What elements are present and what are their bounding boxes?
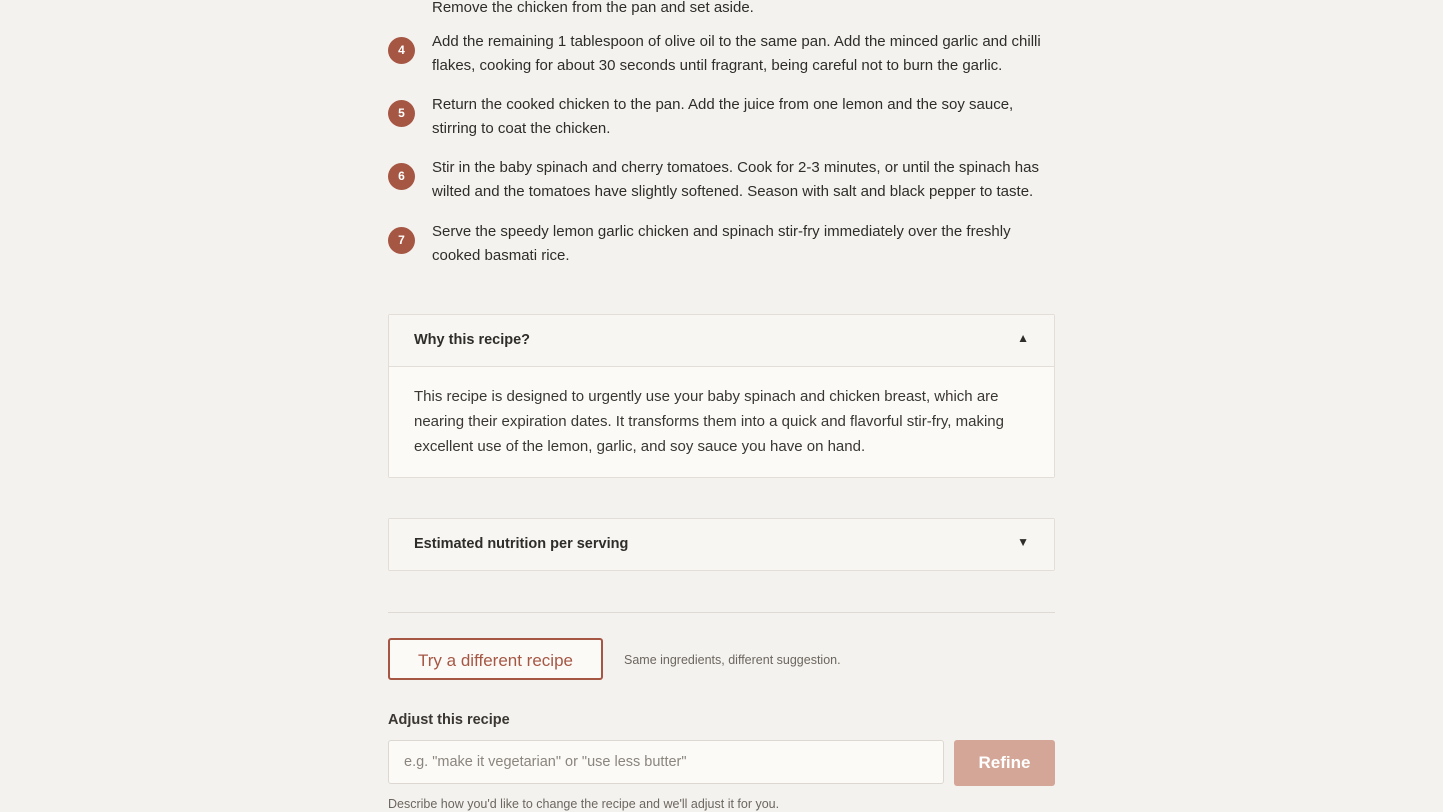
refine-button[interactable]: Refine xyxy=(954,740,1055,786)
section-divider xyxy=(388,612,1055,613)
try-different-hint: Same ingredients, different suggestion. xyxy=(624,653,841,667)
step-number-badge: 4 xyxy=(388,37,415,64)
step-number-badge: 5 xyxy=(388,100,415,127)
step-text: Serve the speedy lemon garlic chicken and spinach stir-fry immediately over the freshly cooked basmati rice. xyxy=(432,223,1011,264)
nutrition-title: Estimated nutrition per serving xyxy=(414,536,629,552)
expand-arrow-icon: ▼ xyxy=(1017,535,1029,549)
step-text: Return the cooked chicken to the pan. Add the juice from one lemon and the soy sauce, stirring to coat the chicken. xyxy=(432,96,1014,137)
step-number-badge: 7 xyxy=(388,227,415,254)
collapse-arrow-icon: ▲ xyxy=(1017,331,1029,345)
try-different-recipe-button[interactable]: Try a different recipe xyxy=(388,638,603,680)
step-text: Add the remaining 1 tablespoon of olive oil to the same pan. Add the minced garlic and chilli flakes, cooking for about 30 seconds until fragrant, being careful not to burn the garlic. xyxy=(432,33,1041,74)
why-recipe-accordion xyxy=(388,314,1055,478)
nutrition-toggle[interactable] xyxy=(389,519,1054,570)
step-number-badge: 6 xyxy=(388,163,415,190)
step-text: Stir in the baby spinach and cherry tomatoes. Cook for 2-3 minutes, or until the spinach has wilted and the tomatoes have slightly softened. Season with salt and black pepper to taste. xyxy=(432,159,1039,200)
why-recipe-title: Why this recipe? xyxy=(414,332,531,348)
why-recipe-toggle[interactable] xyxy=(389,315,1054,366)
adjust-recipe-label: Adjust this recipe xyxy=(388,712,510,728)
why-recipe-body: This recipe is designed to urgently use your baby spinach and chicken breast, which are nearing their expiration dates. It transforms them into a quick and flavorful stir-fry, making excellent use of the lemon, garlic, and soy sauce you have on hand. xyxy=(389,366,1054,477)
adjust-recipe-hint: Describe how you'd like to change the recipe and we'll adjust it for you. xyxy=(388,797,780,811)
nutrition-accordion xyxy=(388,518,1055,571)
adjust-recipe-input[interactable] xyxy=(388,740,944,784)
step-3-text-partial: Remove the chicken from the pan and set aside. xyxy=(432,0,754,16)
